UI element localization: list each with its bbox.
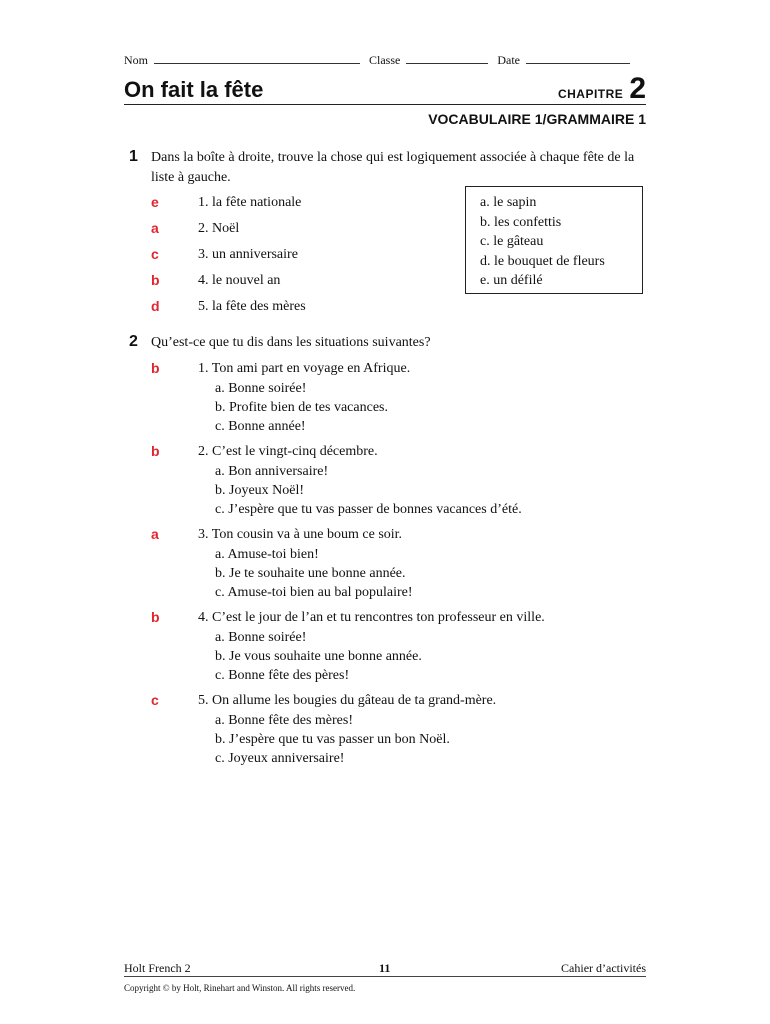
exercise-2-q4-option-b: b. Je vous souhaite une bonne année. — [215, 649, 422, 664]
footer-page-number: 11 — [379, 961, 391, 975]
exercise-2-q3-option-c: c. Amuse-toi bien au bal populaire! — [215, 585, 413, 600]
exercise-2-q2-option-a: a. Bon anniversaire! — [215, 464, 329, 479]
exercise-2-question-5: 5. On allume les bougies du gâteau de ta grand-mère. — [198, 693, 497, 708]
exercise-1-answer-4: b — [151, 272, 160, 288]
exercise-2-q5-option-a: a. Bonne fête des mères! — [215, 713, 353, 728]
exercise-2-question-2: 2. C’est le vingt-cinq décembre. — [198, 444, 378, 459]
exercise-2-instructions: Qu’est-ce que tu dis dans les situations suivantes? — [151, 335, 431, 350]
exercise-1-answer-2: a — [151, 220, 159, 236]
exercise-2-q5-option-b: b. J’espère que tu vas passer un bon Noël. — [215, 732, 450, 747]
footer-workbook-title: Cahier d’activités — [561, 961, 646, 975]
exercise-1-item-5: 5. la fête des mères — [198, 299, 306, 314]
exercise-2-answer-5: c — [151, 692, 159, 708]
exercise-2-q3-option-a: a. Amuse-toi bien! — [215, 547, 319, 562]
nom-label: Nom — [124, 53, 148, 67]
exercise-2-q1-option-b: b. Profite bien de tes vacances. — [215, 400, 388, 415]
footer-book-title: Holt French 2 — [124, 961, 191, 975]
section-subtitle: VOCABULAIRE 1/GRAMMAIRE 1 — [428, 111, 646, 127]
exercise-2-question-4: 4. C’est le jour de l’an et tu rencontres ton professeur en ville. — [198, 610, 545, 625]
chapter-heading — [557, 72, 646, 105]
exercise-2-answer-1: b — [151, 360, 160, 376]
exercise-2-q4-option-c: c. Bonne fête des pères! — [215, 668, 350, 683]
exercise-2-answer-3: a — [151, 526, 159, 542]
word-box-item: e. un défilé — [480, 273, 543, 288]
exercise-2-number: 2 — [129, 333, 138, 350]
title-divider — [124, 104, 646, 105]
exercise-1-answer-1: e — [151, 194, 159, 210]
copyright-notice: Copyright © by Holt, Rinehart and Winston. All rights reserved. — [124, 983, 356, 993]
exercise-2-q1-option-a: a. Bonne soirée! — [215, 381, 307, 396]
chapter-label: CHAPITRE — [557, 87, 624, 101]
date-field[interactable] — [526, 53, 630, 64]
exercise-1-item-4: 4. le nouvel an — [198, 273, 281, 288]
exercise-1-item-3: 3. un anniversaire — [198, 247, 298, 262]
exercise-2-q1-option-c: c. Bonne année! — [215, 419, 306, 434]
footer-divider — [124, 976, 646, 977]
nom-field[interactable] — [154, 53, 360, 64]
word-box-item: c. le gâteau — [480, 234, 544, 249]
word-box — [465, 186, 643, 294]
exercise-2-question-3: 3. Ton cousin va à une boum ce soir. — [198, 527, 403, 542]
student-info-line — [124, 53, 646, 68]
classe-field[interactable] — [406, 53, 488, 64]
exercise-2-question-1: 1. Ton ami part en voyage en Afrique. — [198, 361, 411, 376]
exercise-1-answer-3: c — [151, 246, 159, 262]
exercise-1-item-2: 2. Noël — [198, 221, 240, 236]
exercise-2-answer-2: b — [151, 443, 160, 459]
classe-label: Classe — [369, 53, 401, 67]
exercise-2-q5-option-c: c. Joyeux anniversaire! — [215, 751, 345, 766]
exercise-1-item-1: 1. la fête nationale — [198, 195, 302, 210]
word-box-item: a. le sapin — [480, 195, 537, 210]
exercise-2-q4-option-a: a. Bonne soirée! — [215, 630, 307, 645]
chapter-number: 2 — [629, 72, 646, 105]
exercise-1-instructions: Dans la boîte à droite, trouve la chose qui est logiquement associée à chaque fête de la liste à gauche. — [151, 150, 635, 185]
exercise-2-q3-option-b: b. Je te souhaite une bonne année. — [215, 566, 406, 581]
exercise-2-answer-4: b — [151, 609, 160, 625]
page-title: On fait la fête — [124, 77, 264, 102]
exercise-2-q2-option-b: b. Joyeux Noël! — [215, 483, 305, 498]
word-box-item: b. les confettis — [480, 214, 562, 230]
word-box-item: d. le bouquet de fleurs — [480, 253, 605, 269]
exercise-2-q2-option-c: c. J’espère que tu vas passer de bonnes vacances d’été. — [215, 502, 522, 517]
exercise-1-number: 1 — [129, 148, 138, 165]
exercise-1-answer-5: d — [151, 298, 160, 314]
date-label: Date — [497, 53, 520, 67]
